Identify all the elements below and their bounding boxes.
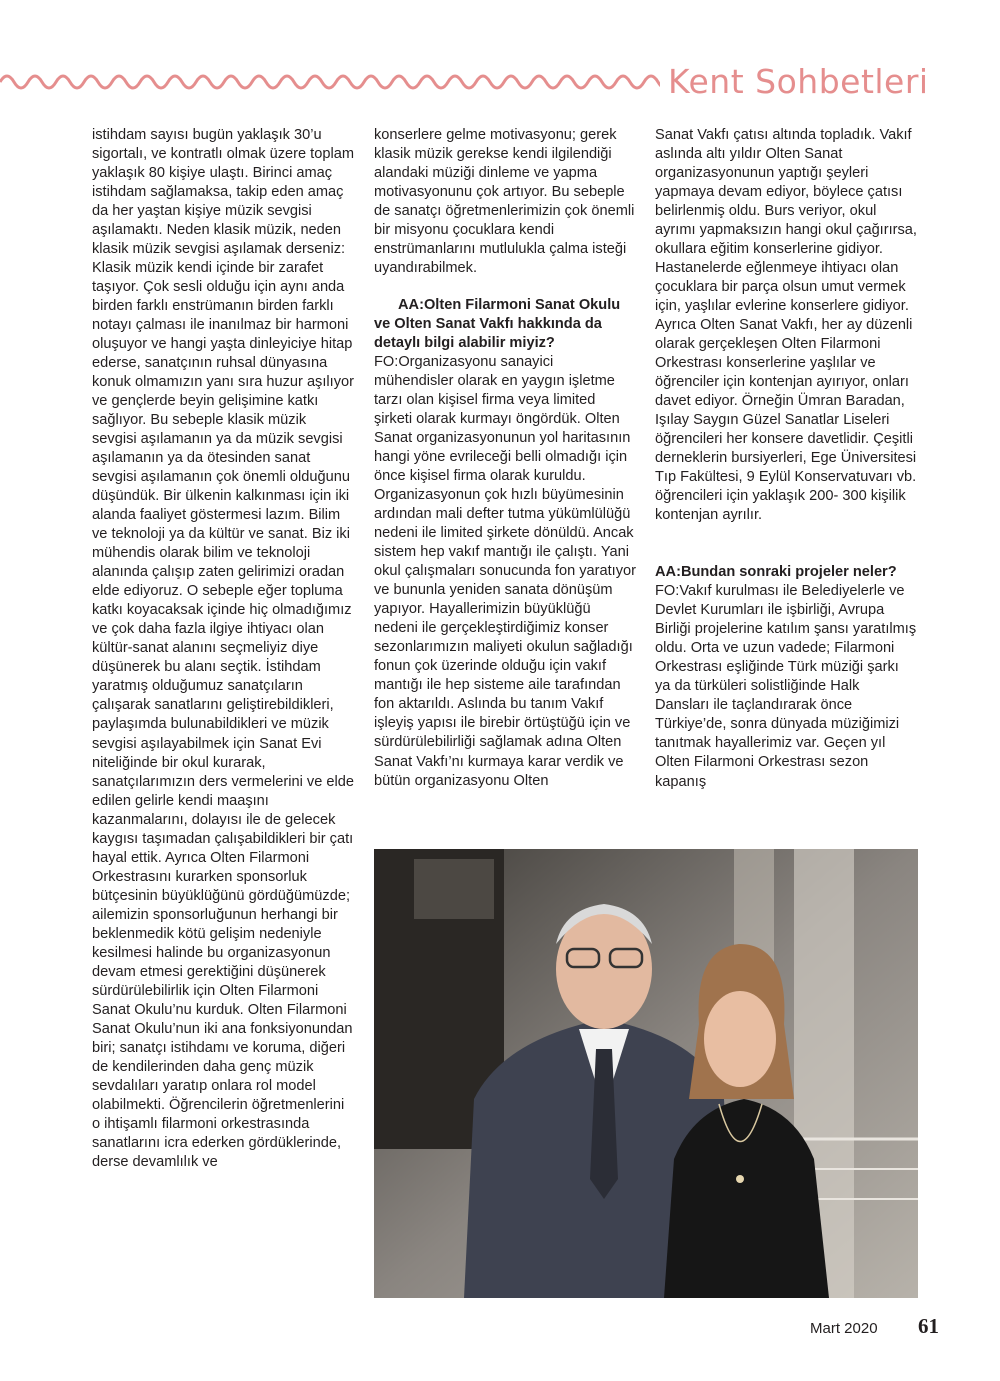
portrait-photo: [374, 849, 918, 1298]
article-column-3: [655, 126, 917, 792]
column-1-paragraph: istihdam sayısı bugün yaklaşık 30’u sigortalı, ve kontratlı olmak üzere toplam yaklaşık 80 kişiye ulaştı. Birinci amaç istihdam sağlamaksa, takip eden amaç da her yaştan kişiye müzik sevgisi aşılamaktı. Neden klasik müzik, neden klasik müzik sevgisi aşılamak derseniz: Klasik müzik kendi içinde bir zarafet taşıyor. Çok sesli olduğu için aynı anda birden farklı enstrümanın birden farklı notayı çalması ile inanılmaz bir harmoni oluşuyor ve hangi yaşta dinleyiciye hitap ederse, sanatçının ruhsal dünyasına konuk olmamızın yanı sıra huzur aşılıyor ve gençlerde beyin gelişimine katkı sağlıyor. Bu sebeple klasik müzik sevgisi aşılamanın ya da müzik sevgisi aşılamanın ya da ötesinden sanat sevgisi aşılamanın çok önemli olduğunu düşündük. Bir ülkenin kalkınması için iki alanda faaliyet göstermesi lazım. Bilim ve teknoloji ya da kültür ve sanat. Biz iki mühendis olarak bilim ve teknoloji alanında çalışıp zaten gelirimizi oradan elde ediyoruz. O sebeple eğer topluma katkı koyacaksak içinde hiç olmadığımız ve çok daha fazla ilgiye ihtiyacı olan kültür-sanat alanını seçmeliyiz diye düşünerek bu alanı seçtik. İstihdam yaratmış olduğumuz sanatçıların çalışarak sanatlarını geliştirebildikleri, paylaşımda bulunabildikleri ve müzik sevgisi aşılayabilmek için Sanat Evi niteliğinde bir okul kurarak, sanatçılarımızın ders vermelerini ve elde edilen gelirle kendi maaşını kazanmalarını, dolayısı ile de gelecek kaygısı taşımadan çalışabildikleri bir çatı hayal ettik. Ayrıca Olten Filarmoni Orkestrasını kurarken sponsorluk bütçesinin büyüklüğünü gördüğümüzde; ailemizin sponsorluğunun herhangi bir beklenmedik kötü gelişim nedeniyle kesilmesi halinde bu organizasyonun devam etmesi gerektiğini düşünerek sürdürülebilirlik için Olten Filarmoni Sanat Okulu’nu kurduk. Olten Filarmoni Sanat Okulu’nun iki ana fonksiyonundan biri; sanatçı istihdamı ve koruma, diğeri de kendilerinden daha genç müzik sevdalıları yaratıp onlara rol model olabilmekti. Öğrencilerin öğretmenlerini o ihtişamlı filarmoni orkestrasında sanatlarını icra ederken gördüklerinde, derse devamlılık ve: [92, 127, 354, 1170]
footer-issue-date: Mart 2020: [810, 1320, 878, 1337]
article-column-2: [374, 126, 636, 791]
footer-page-number: 61: [918, 1314, 939, 1338]
section-title: Kent Sohbetleri: [668, 62, 929, 101]
column-3-paragraph-1: Sanat Vakfı çatısı altında topladık. Vakıf aslında altı yıldır Olten Sanat organizasyonunun yaptığı şeyleri yapmaya devam ediyor, böylece çatısı belirlenmiş oldu. Burs veriyor, okul ayrımı yapmaksızın hangi okul çağırırsa, okullara eğitim konserlerine gidiyor. Hastanelerde eğlenmeye ihtiyacı olan çocuklara bir parça olsun umut vermek için, yaşlılar evlerine konserlere gidiyor. Ayrıca Olten Sanat Vakfı, her ay düzenli olarak gerçekleşen Olten Filarmoni Orkestrası konserlerine yaşlılar ve öğrenciler için kontenjan ayırıyor, onları davet ediyor. Örneğin Ümran Baradan, Işılay Saygın Güzel Sanatlar Liseleri öğrencileri her konsere davetlidir. Çeşitli derneklerin bursiyerleri, Ege Üniversitesi Tıp Fakültesi, 9 Eylül Konservatuvarı vb. öğrencileri için yaklaşık 200- 300 kişilik kontenjan ayrılır.: [655, 127, 917, 524]
interview-question-1: AA:Olten Filarmoni Sanat Okulu ve Olten Sanat Vakfı hakkında da detaylı bilgi alabilir miyiz?: [374, 297, 621, 352]
portrait-photo-illustration: [374, 849, 918, 1298]
interview-answer-1: FO:Organizasyonu sanayici mühendisler olarak en yaygın işletme tarzı olan kişisel firma veya limited şirketi olarak kurmayı öngördük. Olten Sanat organizasyonunun yol haritasının hangi yöne evrileceği belli olmadığı için önce kişisel firma olarak kuruldu. Organizasyonun çok hızlı büyümesinin ardından mali defter tutma yükümlülüğü nedeni ile limited şirkete dönüldü. Ancak sistem hep vakıf mantığı ile çalıştı. Yani okul çalışmaları sonucunda fon yaratıyor ve bununla yeniden sanata dönüşüm yapıyor. Hayallerimizin büyüklüğü nedeni ile gerçekleştirdiğimiz konser sezonlarımızın maliyeti okulun sağladığı fonun çok üzerinde olduğu için vakıf mantığı ile hep sisteme aile tarafından fon aktarıldı. Aslında bu tanım Vakıf işleyiş yapısı ile birebir örtüştüğü için ve sürdürülebilirliği sağlamak adına Olten Sanat Vakfı’nı kurmaya karar verdik ve bütün organizasyonu Olten: [374, 354, 637, 789]
interview-block-1: [374, 296, 636, 790]
column-2-paragraph-1: konserlere gelme motivasyonu; gerek klasik müzik gerekse kendi ilgilendiği alandaki müziği dinleme ve yapma motivasyonunu çok artıyor. Bu sebeple de sanatçı öğretmenlerimizin çok önemli bir misyonu çocuklara kendi enstrümanlarını mutlulukla çalma isteği uyandırabilmek.: [374, 127, 635, 277]
interview-answer-2: FO:Vakıf kurulması ile Belediyelerle ve Devlet Kurumları ile işbirliği, Avrupa Birliği projelerine katılım şansı yaratılmış oldu. Orta ve uzun vadede; Filarmoni Orkestrası eşliğinde Türk müziği şarkı ya da türküleri solistliğinde Halk Dansları ile taçlandırarak önce Türkiye’de, sonra dünyada müziğimizi tanıtmak hayallerimiz var. Geçen yıl Olten Filarmoni Orkestrası sezon kapanış: [655, 583, 917, 790]
interview-question-2: AA:Bundan sonraki projeler neler?: [655, 564, 897, 581]
article-column-1: [92, 126, 354, 1172]
decorative-wave-line: [0, 60, 660, 100]
